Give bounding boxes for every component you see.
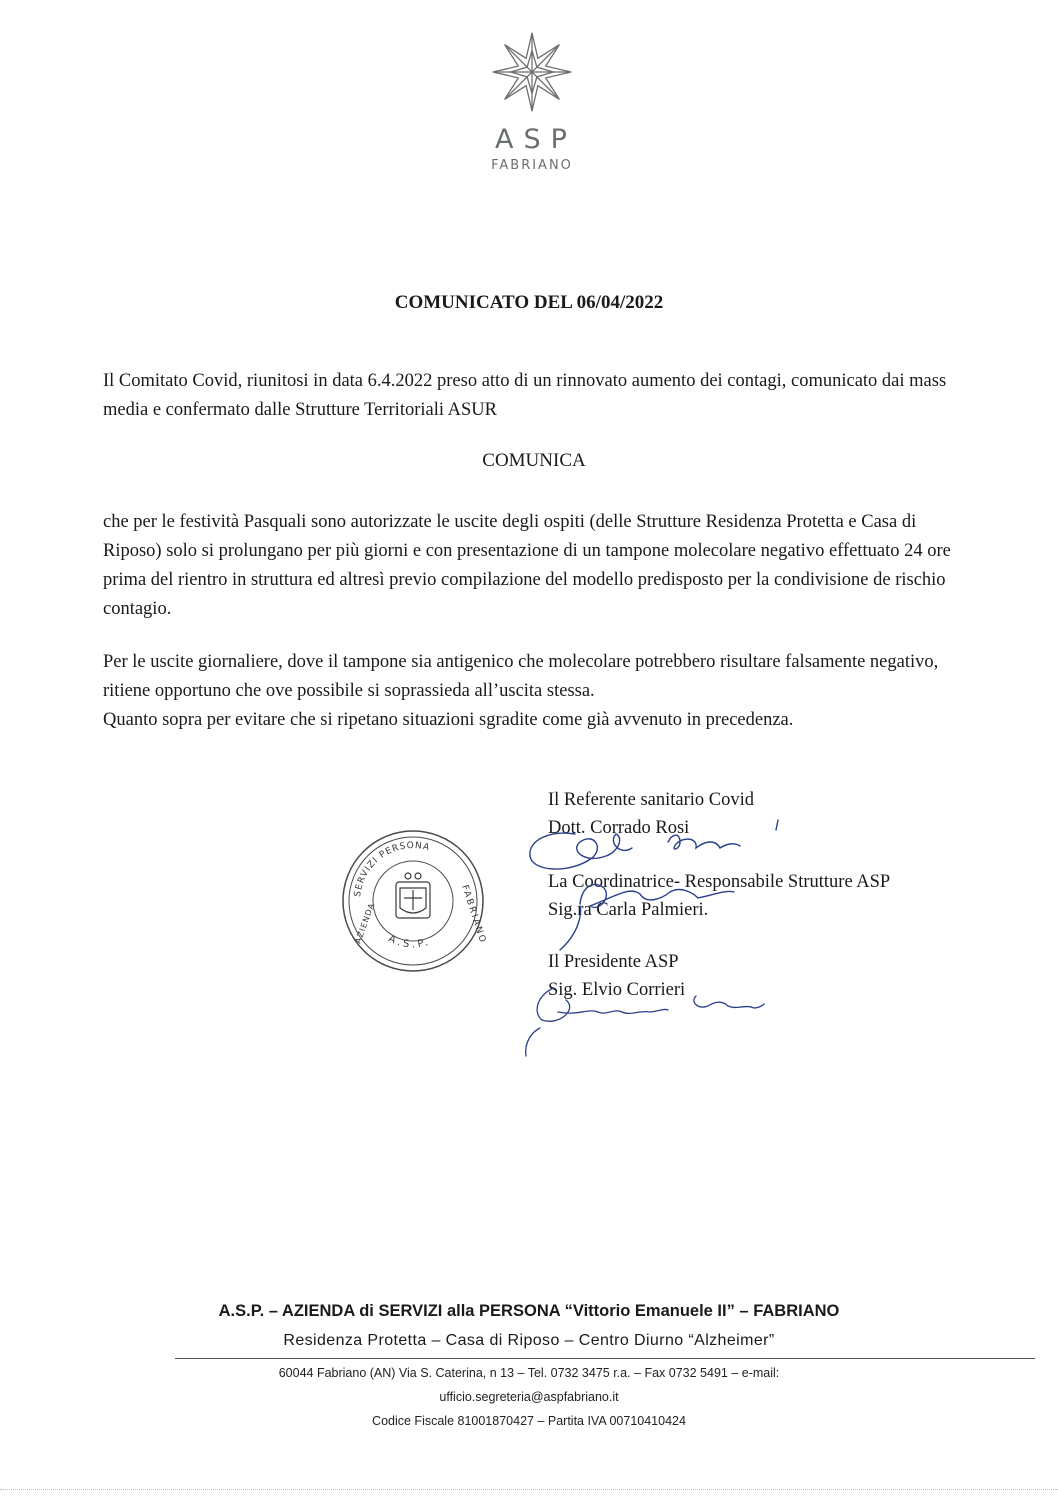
document-title: COMUNICATO DEL 06/04/2022 (394, 292, 664, 313)
footer-divider (175, 1358, 1035, 1359)
stamp-top-text: SERVIZI PERSONA (353, 840, 432, 898)
signatory-1-role: Il Referente sanitario Covid (548, 790, 755, 810)
star-icon (489, 28, 575, 116)
signatory-2-name: Sig.ra Carla Palmieri. (548, 900, 709, 920)
signatory-1-name: Dott. Corrado Rosi (548, 818, 690, 838)
logo-brand: ASP (495, 124, 577, 155)
footer-address: 60044 Fabriano (AN) Via S. Caterina, n 13 – Tel. 0732 3475 r.a. – Fax 0732 5491 – e-mail: (278, 1366, 780, 1380)
signatory-3-name: Sig. Elvio Corrieri (548, 980, 686, 1000)
intro-paragraph: Il Comitato Covid, riunitosi in data 6.4.2022 preso atto di un rinnovato aumento dei contagi, comunicato dai mass media e confermato dalle Strutture Territoriali ASUR (103, 371, 947, 420)
footer-organization: A.S.P. – AZIENDA di SERVIZI alla PERSONA “Vittorio Emanuele II” – FABRIANO (218, 1302, 840, 1320)
body-paragraph-1: che per le festività Pasquali sono autorizzate le uscite degli ospiti (delle Strutture Residenza Protetta e Casa di Riposo) solo si prolungano per più giorni e con presentazione di un tampone molecolare negativo effettuato 24 ore prima del rientro in struttura ed altresì previo compilazione del modello predisposto per la condivisione de rischio contagio. (103, 512, 951, 619)
signatory-2 (548, 868, 890, 924)
stamp-right-text: FABRIANO (459, 883, 488, 946)
body-paragraph-3: Quanto sopra per evitare che si ripetano situazioni sgradite come già avvenuto in precedenza. (103, 710, 794, 730)
footer-services: Residenza Protetta – Casa di Riposo – Centro Diurno “Alzheimer” (283, 1332, 775, 1349)
body-paragraph-2: Per le uscite giornaliere, dove il tampone sia antigenico che molecolare potrebbero risultare falsamente negativo, ritiene opportuno che ove possibile si soprassieda all’uscita stessa. (103, 652, 939, 701)
scan-edge-divider (0, 1489, 1058, 1491)
asp-logo (472, 28, 592, 188)
signatory-1 (548, 786, 754, 842)
footer-fiscal: Codice Fiscale 81001870427 – Partita IVA 00710410424 (372, 1414, 686, 1428)
signatory-2-role: La Coordinatrice- Responsabile Strutture ASP (548, 872, 891, 892)
footer-email[interactable]: ufficio.segreteria@aspfabriano.it (439, 1390, 619, 1404)
stamp-seal-icon (338, 826, 488, 976)
svg-text:A.S.P. (387, 933, 433, 950)
signatory-3 (548, 948, 685, 1004)
official-stamp (338, 826, 488, 976)
stamp-left-text: AZIENDA (353, 901, 377, 945)
signatory-3-role: Il Presidente ASP (548, 952, 679, 972)
logo-location: FABRIANO (491, 158, 573, 173)
announce-heading: COMUNICA (482, 450, 586, 471)
stamp-bottom-text: A.S.P. (386, 933, 433, 951)
